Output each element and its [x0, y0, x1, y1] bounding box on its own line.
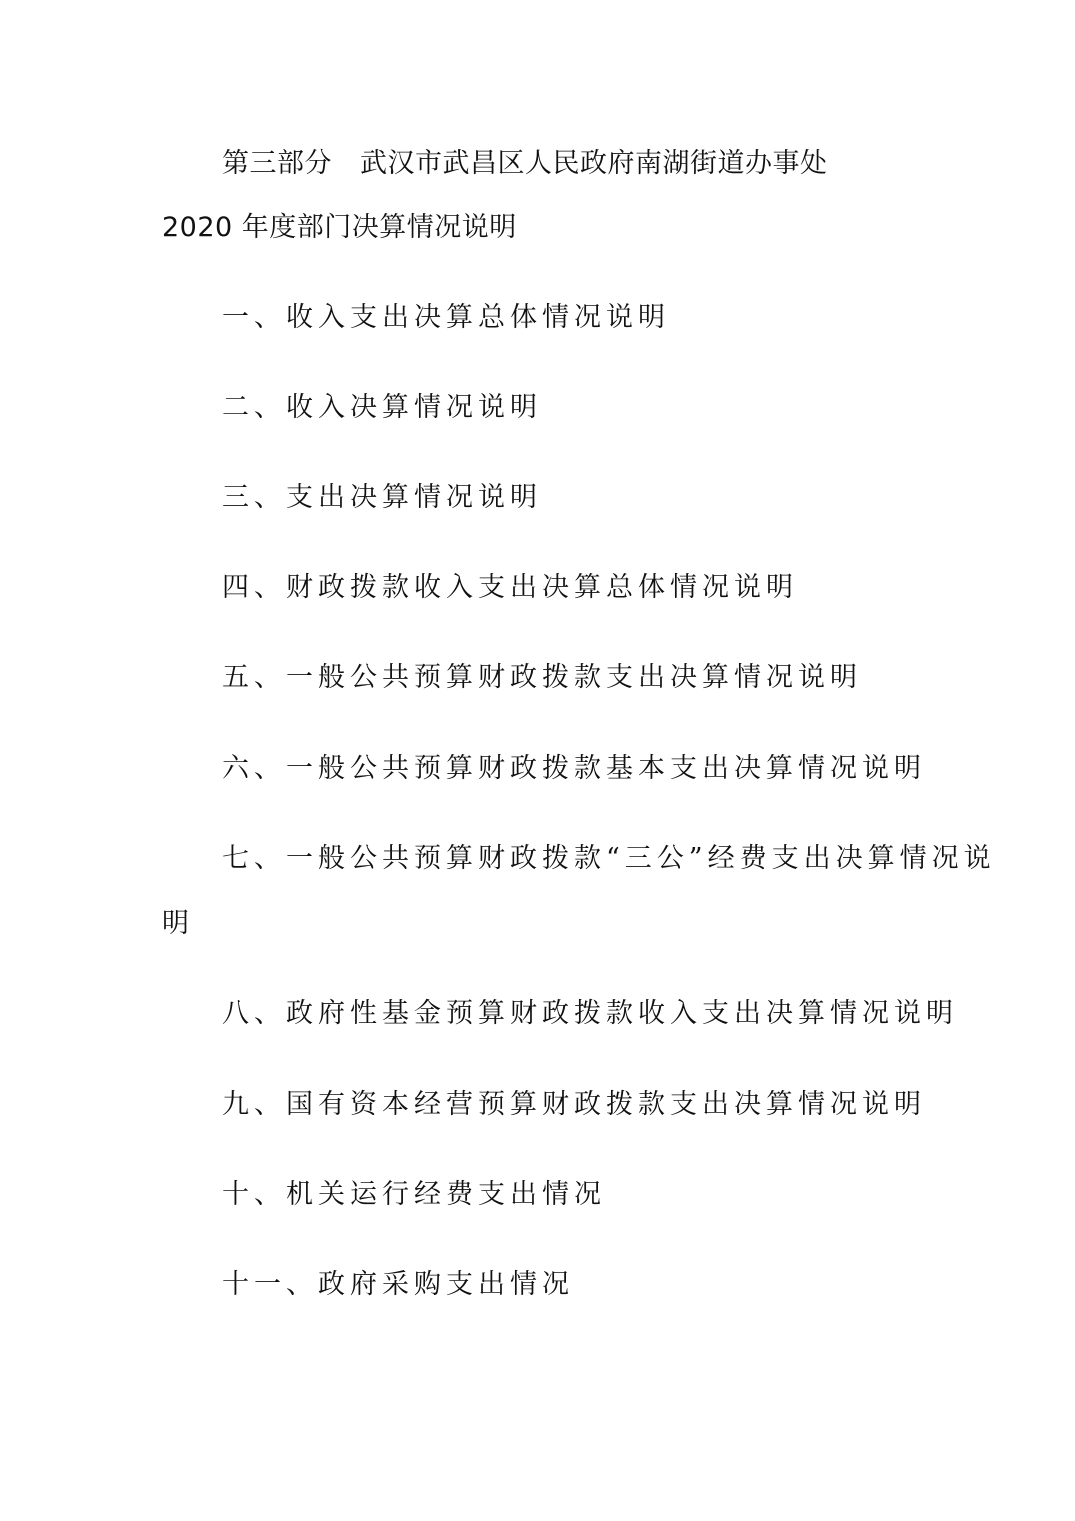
- toc-item-11: 十一、政府采购支出情况: [222, 1269, 574, 1300]
- toc-item-10: 十、机关运行经费支出情况: [222, 1179, 606, 1210]
- toc-item-7: 七、一般公共预算财政拨款“三公”经费支出决算情况说: [222, 843, 996, 874]
- toc-item-3: 三、支出决算情况说明: [222, 482, 542, 513]
- title-organization: 武汉市武昌区人民政府南湖街道办事处: [360, 148, 828, 179]
- toc-item-8: 八、政府性基金预算财政拨款收入支出决算情况说明: [222, 998, 958, 1029]
- document-title-line-1: [222, 146, 828, 182]
- toc-item-5: 五、一般公共预算财政拨款支出决算情况说明: [222, 662, 862, 693]
- title-part: 第三部分: [222, 148, 332, 179]
- toc-item-7-continuation: 明: [162, 908, 189, 939]
- toc-item-9: 九、国有资本经营预算财政拨款支出决算情况说明: [222, 1089, 926, 1120]
- toc-item-2: 二、收入决算情况说明: [222, 392, 542, 423]
- toc-item-1: 一、收入支出决算总体情况说明: [222, 302, 670, 333]
- toc-item-6: 六、一般公共预算财政拨款基本支出决算情况说明: [222, 753, 926, 784]
- document-title-line-2: 2020 年度部门决算情况说明: [162, 212, 517, 243]
- toc-item-4: 四、财政拨款收入支出决算总体情况说明: [222, 572, 798, 603]
